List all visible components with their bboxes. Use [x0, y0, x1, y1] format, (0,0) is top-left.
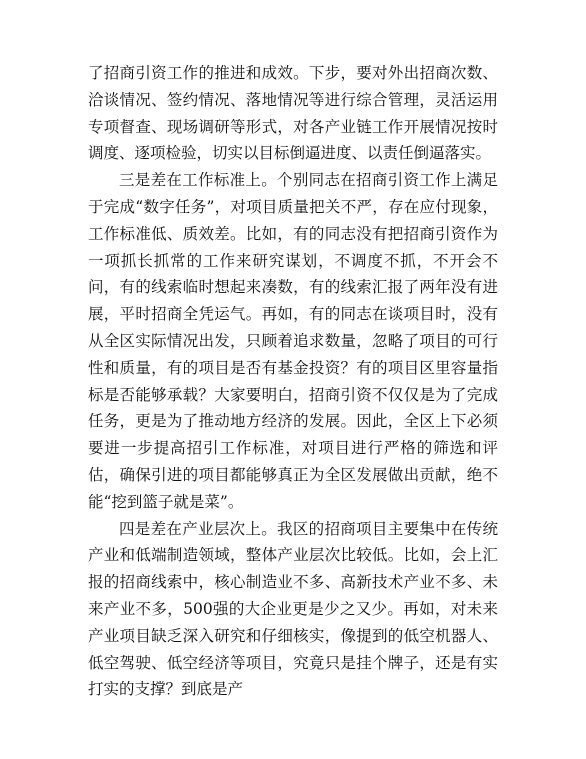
paragraph-continuation: 了招商引资工作的推进和成效。下步，要对外出招商次数、洽谈情况、签约情况、落地情况等进行综合管理，灵活运用专项督查、现场调研等形式，对各产业链工作开展情况按时调度、逐项检验，切实以目标倒逼进度、以责任倒逼落实。 [88, 64, 498, 163]
paragraph-industry-level: 四是差在产业层次上。我区的招商项目主要集中在传统产业和低端制造领域，整体产业层次比较低。比如，会上汇报的招商线索中，核心制造业不多、高新技术产业不多、未来产业不多，500强的大企业更是少之又少。再如，对未来产业项目缺乏深入研究和仔细核实，像提到的低空机器人、低空驾驶、低空经济等项目，究竟只是挂个牌子，还是有实打实的支撑？到底是产 [88, 519, 498, 699]
document-body [88, 60, 498, 703]
paragraph-work-standard: 三是差在工作标准上。个别同志在招商引资工作上满足于完成“数字任务”，对项目质量把关不严，存在应付现象，工作标准低、质效差。比如，有的同志没有把招商引资作为一项抓长抓常的工作来研究谋划，不调度不抓，不开会不问，有的线索临时想起来凑数，有的线索汇报了两年没有进展，平时招商全凭运气。再如，有的同志在谈项目时，没有从全区实际情况出发，只顾着追求数量，忽略了项目的可行性和质量，有的项目是否有基金投资？有的项目区里容量指标是否能够承载？大家要明白，招商引资不仅仅是为了完成任务，更是为了推动地方经济的发展。因此，全区上下必须要进一步提高招引工作标准，对项目进行严格的筛选和评估，确保引进的项目都能够真正为全区发展做出贡献，绝不能“挖到篮子就是菜”。 [88, 171, 498, 511]
